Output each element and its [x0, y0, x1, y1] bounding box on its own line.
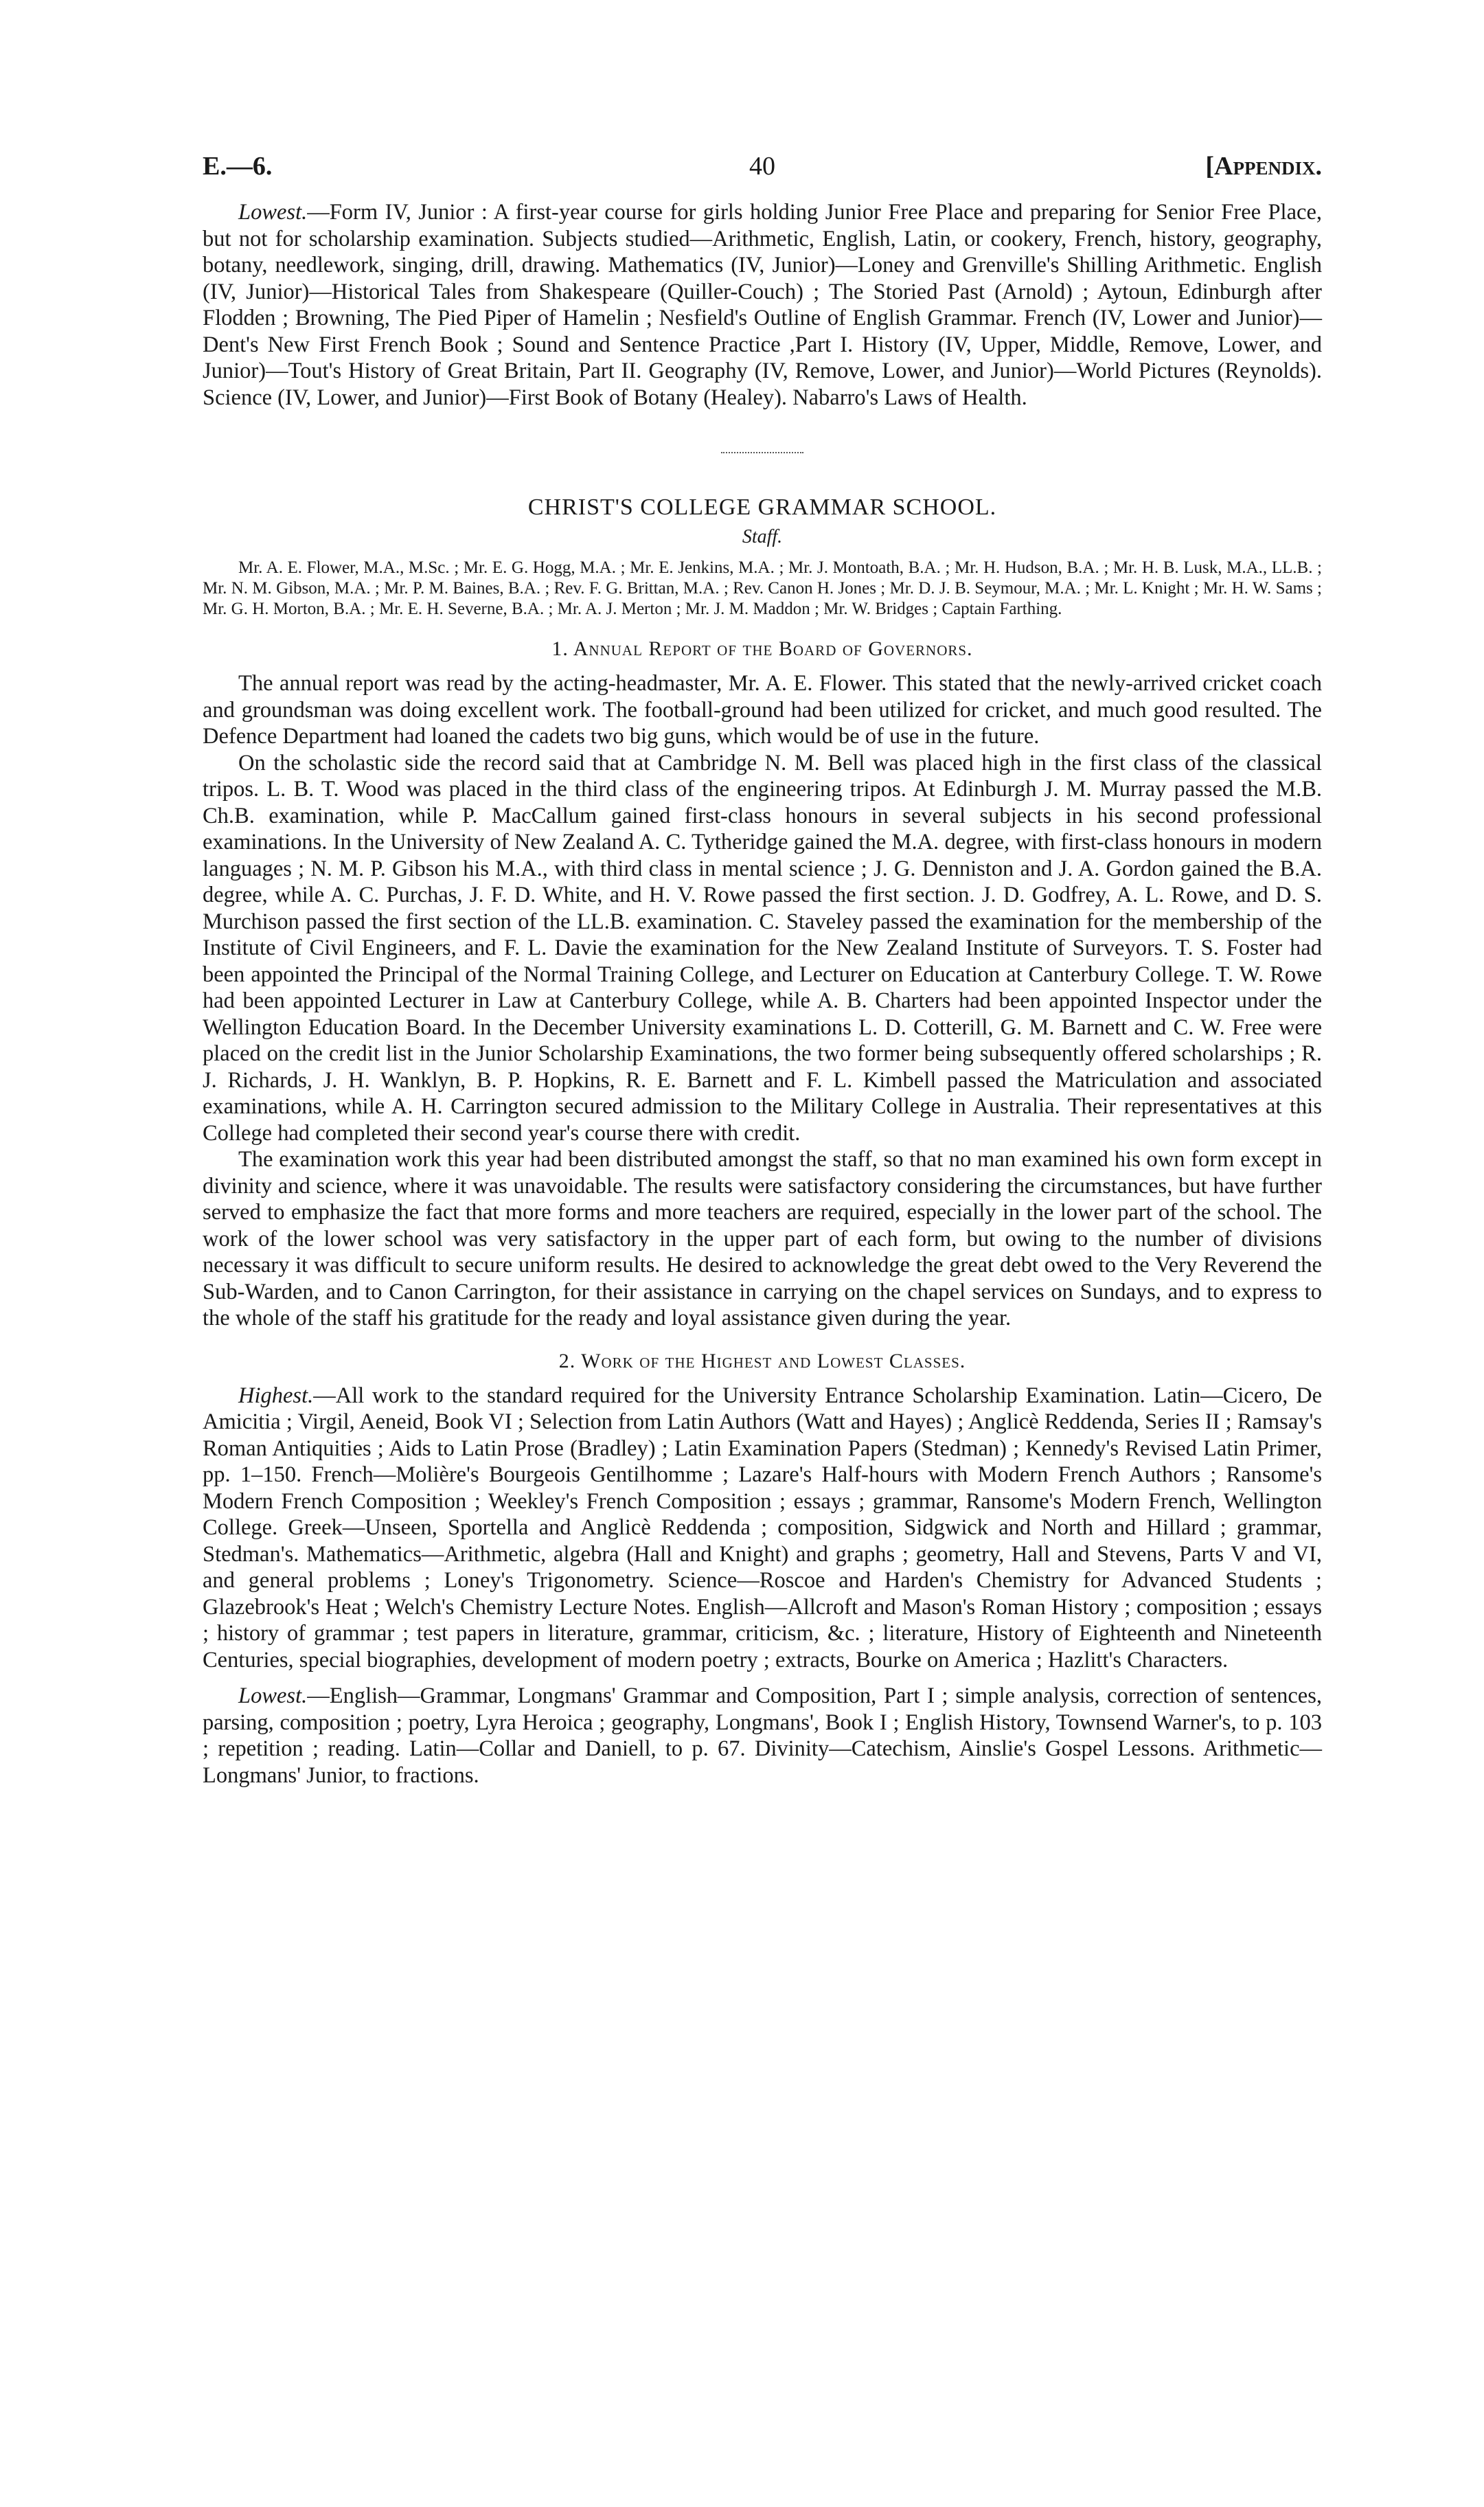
page-number: 40 — [749, 152, 775, 181]
section-1-heading: 1. Annual Report of the Board of Governors. — [551, 637, 973, 660]
lowest-label: Lowest. — [238, 200, 308, 225]
document-page — [203, 151, 1322, 1789]
section-2-heading: 2. Work of the Highest and Lowest Classes. — [558, 1349, 966, 1372]
annual-report-paragraph-1: The annual report was read by the acting-headmaster, Mr. A. E. Flower. This stated that the newly-arrived cricket coach and groundsman was doing excellent work. The football-ground had been utilized for cricket, and much good resulted. The Defence Department had loaned the cadets two big guns, which would be of use in the future. — [203, 671, 1322, 749]
lowest-class-paragraph — [203, 1683, 1322, 1789]
section-divider — [721, 452, 803, 453]
highest-text: —All work to the standard required for the University Entrance Scholarship Examination. Latin—Cicero, De Amicitia ; Virgil, Aeneid, Book VI ; Selection from Latin Authors (Watt and Hayes) ; Anglicè Reddenda, Series II ; Ramsay's Roman Antiquities ; Aids to Latin Prose (Bradley) ; Latin Examination Papers (Stedman) ; Kennedy's Revised Latin Primer, pp. 1–150. French—Molière's Bourgeois Gentilhomme ; Lazare's Half-hours with Modern French Authors ; Ransome's Modern French Composition ; Weekley's French Composition ; essays ; grammar, Ransome's Modern French, Wellington College. Greek—Unseen, Sportella and Anglicè Reddenda ; composition, Sidgwick and North and Hillard ; grammar, Stedman's. Mathematics—Arithmetic, algebra (Hall and Knight) and graphs ; geometry, Hall and Stevens, Parts V and VI, and general problems ; Loney's Trigonometry. Science—Roscoe and Harden's Chemistry for Advanced Students ; Glazebrook's Heat ; Welch's Chemistry Lecture Notes. English—Allcroft and Mason's Roman History ; composition ; essays ; history of grammar ; test papers in literature, grammar, criticism, &c. ; literature, History of Eighteenth and Nineteenth Centuries, special biographies, development of modern poetry ; extracts, Bourke on America ; Hazlitt's Characters. — [203, 1383, 1322, 1672]
appendix-label: [Appendix. — [1205, 152, 1322, 181]
annual-report-paragraph-3: The examination work this year had been distributed amongst the staff, so that no man examined his own form except in divinity and science, where it was unavoidable. The results were satisfactory considering the circumstances, but have further served to emphasize the fact that more forms and more teachers are required, especially in the lower part of the school. The work of the lower school was very satisfactory in the upper part of each form, but owing to the number of divisions necessary it was difficult to secure uniform results. He desired to acknowledge the great debt owed to the Very Reverend the Sub-Warden, and to Canon Carrington, for their assistance in carrying on the chapel services on Sundays, and to express to the whole of the staff his gratitude for the ready and loyal assistance given during the year. — [203, 1147, 1322, 1330]
lowest-form-iv-paragraph — [203, 199, 1322, 411]
lowest-text: —Form IV, Junior : A first-year course for girls holding Junior Free Place and preparing for Senior Free Place, but not for scholarship examination. Subjects studied—Arithmetic, English, Latin, or cookery, French, history, geography, botany, needlework, singing, drill, drawing. Mathematics (IV, Junior)—Loney and Grenville's Shilling Arithmetic. English (IV, Junior)—Historical Tales from Shakespeare (Quiller-Couch) ; The Storied Past (Arnold) ; Aytoun, Edinburgh after Flodden ; Browning, The Pied Piper of Hamelin ; Nesfield's Outline of English Grammar. French (IV, Lower and Junior)—Dent's New First French Book ; Sound and Sentence Practice ,Part I. History (IV, Upper, Middle, Remove, Lower, and Junior)—Tout's History of Great Britain, Part II. Geography (IV, Remove, Lower, and Junior)—World Pictures (Reynolds). Science (IV, Lower, and Junior)—First Book of Botany (Healey). Nabarro's Laws of Health. — [203, 200, 1322, 410]
page-header — [203, 151, 1322, 199]
staff-heading: Staff. — [742, 526, 783, 547]
school-title: CHRIST'S COLLEGE GRAMMAR SCHOOL. — [527, 495, 997, 520]
highest-label: Highest. — [238, 1383, 314, 1408]
staff-list: Mr. A. E. Flower, M.A., M.Sc. ; Mr. E. G. Hogg, M.A. ; Mr. E. Jenkins, M.A. ; Mr. J. Montoath, B.A. ; Mr. H. Hudson, B.A. ; Mr. H. B. Lusk, M.A., LL.B. ; Mr. N. M. Gibson, M.A. ; Mr. P. M. Baines, B.A. ; Rev. F. G. Brittan, M.A. ; Rev. Canon H. Jones ; Mr. D. J. B. Seymour, M.A. ; Mr. L. Knight ; Mr. H. W. Sams ; Mr. G. H. Morton, B.A. ; Mr. E. H. Severne, B.A. ; Mr. A. J. Merton ; Mr. J. M. Maddon ; Mr. W. Bridges ; Captain Farthing. — [203, 558, 1322, 618]
document-reference: E.—6. — [203, 152, 273, 181]
lowest-class-label: Lowest. — [238, 1683, 308, 1708]
highest-class-paragraph — [203, 1383, 1322, 1674]
annual-report-paragraph-2: On the scholastic side the record said that at Cambridge N. M. Bell was placed high in the first class of the classical tripos. L. B. T. Wood was placed in the third class of the engineering tripos. At Edinburgh J. M. Murray passed the M.B. Ch.B. examination, while P. MacCallum gained first-class honours in several subjects in his second professional examinations. In the University of New Zealand A. C. Tytheridge gained the M.A. degree, with first-class honours in modern languages ; N. M. P. Gibson his M.A., with third class in mental science ; J. G. Denniston and J. A. Gordon gained the B.A. degree, while A. C. Purchas, J. F. D. White, and H. V. Rowe passed the first section. J. D. Godfrey, A. L. Rowe, and D. S. Murchison passed the first section of the LL.B. examination. C. Staveley passed the examination for the membership of the Institute of Civil Engineers, and F. L. Davie the examination for the New Zealand Institute of Surveyors. T. S. Foster had been appointed the Principal of the Normal Training College, and Lecturer on Education at Canterbury College. T. W. Rowe had been appointed Lecturer in Law at Canterbury College, while A. B. Charters had been appointed Inspector under the Wellington Education Board. In the December University examinations L. D. Cotterill, G. M. Barnett and C. W. Free were placed on the credit list in the Junior Scholarship Examinations, the two former being subsequently offered scholarships ; R. J. Richards, J. H. Wanklyn, B. P. Hopkins, R. E. Barnett and F. L. Kimbell passed the Matriculation and associated examinations, while A. H. Carrington secured admission to the Military College in Australia. Their representatives at this College had completed their second year's course there with credit. — [203, 750, 1322, 1146]
lowest-class-text: —English—Grammar, Longmans' Grammar and Composition, Part I ; simple analysis, correction of sentences, parsing, composition ; poetry, Lyra Heroica ; geography, Longmans', Book I ; English History, Townsend Warner's, to p. 103 ; repetition ; reading. Latin—Collar and Daniell, to p. 67. Divinity—Catechism, Ainslie's Gospel Lessons. Arithmetic—Longmans' Junior, to fractions. — [203, 1683, 1322, 1788]
